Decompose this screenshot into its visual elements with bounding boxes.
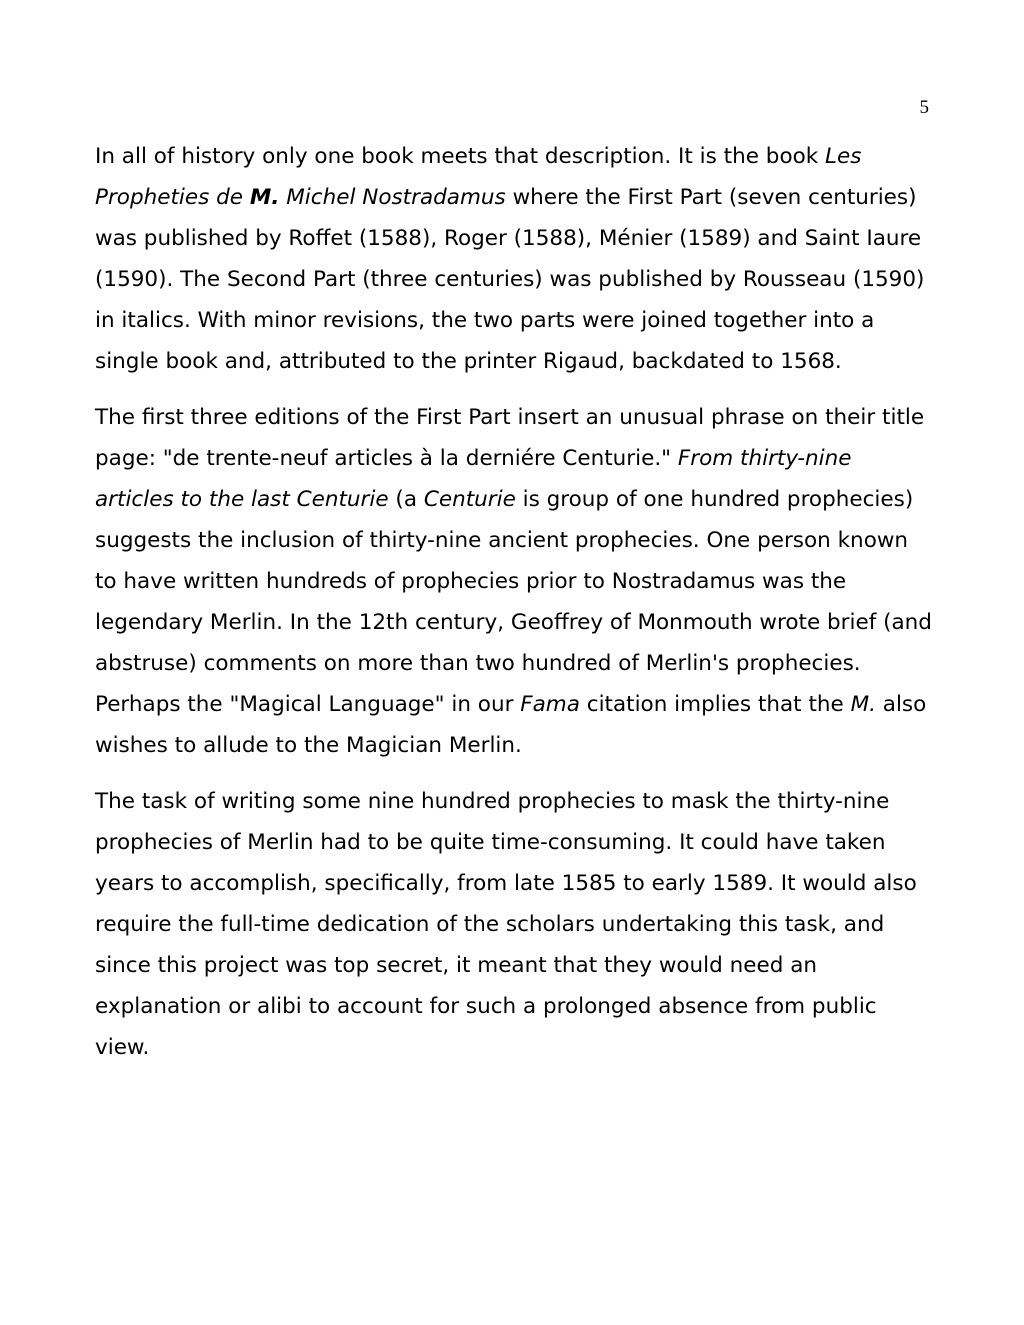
m-italic: M. (850, 692, 876, 717)
page-number: 5 (919, 97, 929, 118)
text-run: citation implies that the (579, 692, 851, 717)
text-run: (a (388, 487, 424, 512)
text-run: The task of writing some nine hundred prophecies to mask the thirty-nine prophecies of Merlin had to be quite time-consuming. It could have taken years to accomplish, specifically, from late 1585 to early 1589. It would also require the full-time dedication of the scholars undertaking this task, and since this project was top secret, it meant that they would need an explanation or alibi to account for such a prolonged absence from public view. (95, 789, 917, 1060)
text-run: The first three editions of the First Part insert an unusual phrase on their title page: "de trente-neuf articles à la derniére Centurie." (95, 405, 925, 471)
paragraph-3 (95, 781, 933, 1068)
text-run: is group of one hundred prophecies) suggests the inclusion of thirty-nine ancient prophecies. One person known to have written hundreds of prophecies prior to Nostradamus was the legendary Merlin. In the 12th century, Geoffrey of Monmouth wrote brief (and abstruse) comments on more than two hundred of Merlin's prophecies. Perhaps the "Magical Language" in our (95, 487, 932, 717)
fama-italic: Fama (520, 692, 580, 717)
text-run: also wishes to allude to the Magician Merlin. (95, 692, 927, 758)
translation-italic: From thirty-nine articles to the last Centurie (95, 446, 852, 512)
author-name-italic: Michel Nostradamus (279, 185, 506, 210)
text-run: where the First Part (seven centuries) was published by Roffet (1588), Roger (1588), Ménier (1589) and Saint Iaure (1590). The Second Part (three centuries) was published by Rousseau (1590) in italics. With minor revisions, the two parts were joined together into a single book and, attributed to the printer Rigaud, backdated to 1568. (95, 185, 925, 374)
centurie-italic: Centurie (423, 487, 516, 512)
text-run: In all of history only one book meets that description. It is the book (95, 144, 826, 169)
document-body (95, 136, 933, 1083)
book-title-italic: Les Propheties de (95, 144, 862, 210)
paragraph-1 (95, 136, 933, 382)
paragraph-2 (95, 397, 933, 766)
author-initial-bold-italic: M. (249, 185, 280, 210)
